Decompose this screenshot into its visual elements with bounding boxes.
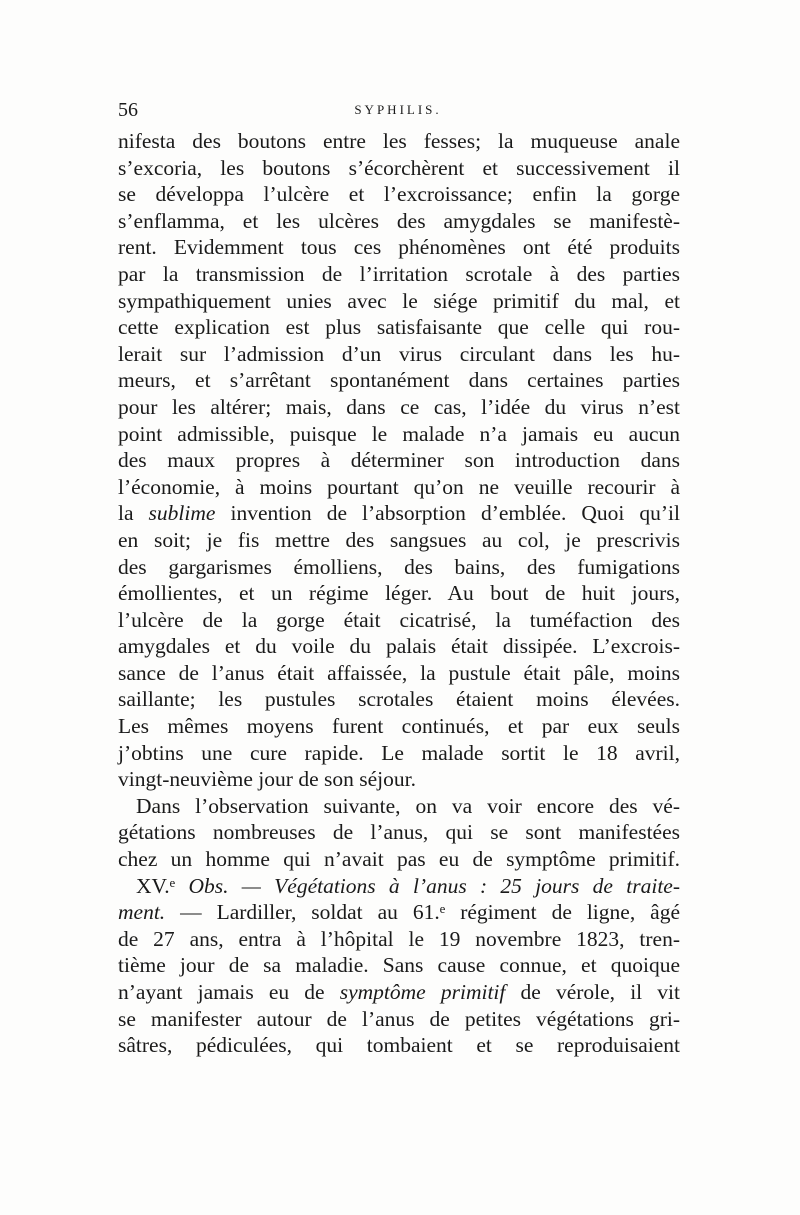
italic-text: symptôme primitif [339,980,506,1004]
italic-text: ment. [118,900,166,925]
text-line: l’économie, à moins pourtant qu’on ne veuille recourir à [118,474,680,499]
italic-text: sublime [148,501,216,526]
text-line: chez un homme qui n’avait pas eu de symptôme primitif. [118,847,680,872]
text-line [118,899,680,926]
text-line: vingt-neuvième jour de son séjour. [118,767,416,792]
page-number: 56 [118,99,138,121]
text-line: pour les altérer; mais, dans ce cas, l’idée du virus n’est [118,394,680,419]
text-line: sance de l’anus était affaissée, la pustule était pâle, moins [118,660,680,685]
text-line: se développa l’ulcère et l’excroissance; enfin la gorge [118,182,680,207]
text-line: point admissible, puisque le malade n’a jamais eu aucun [118,421,680,446]
text-line: par la transmission de l’irritation scrotale à des parties [118,261,680,286]
line-text: — Lardiller, soldat au 61.ᵉ régiment de ligne, âgé [165,900,680,925]
text-line [118,979,680,1006]
text-line: rent. Evidemment tous ces phénomènes ont été produits [118,235,680,260]
text-line: sympathiquement unies avec le siége primitif du mal, et [118,288,680,313]
text-line: Dans l’observation suivante, on va voir encore des vé- [136,793,680,818]
italic-text: Obs. — Végétations à l’anus : 25 jours de traite- [188,873,680,898]
text-line: émollientes, et un régime léger. Au bout de huit jours, [118,581,680,606]
text-line: saillante; les pustules scrotales étaient moins élevées. [118,687,680,712]
text-line: s’excoria, les boutons s’écorchèrent et successivement il [118,155,680,180]
text-line: l’ulcère de la gorge était cicatrisé, la tuméfaction des [118,607,680,632]
text-line: meurs, et s’arrêtant spontanément dans certaines parties [118,368,680,393]
text-line: des maux propres à déterminer son introduction dans [118,448,680,473]
line-text: la [118,501,149,526]
text-line: j’obtins une cure rapide. Le malade sortit le 18 avril, [118,740,680,765]
text-line: nifesta des boutons entre les fesses; la muqueuse anale [118,129,680,153]
line-text: n’ayant jamais eu de [118,980,340,1004]
line-text: de vérole, il vit [505,980,680,1004]
text-line: amygdales et du voile du palais était dissipée. L’excrois- [118,634,680,659]
running-title: SYPHILIS. [354,102,442,117]
text-line: de 27 ans, entra à l’hôpital le 19 novembre 1823, tren- [118,926,680,951]
text-line: tième jour de sa maladie. Sans cause connue, et quoique [118,953,680,978]
text-line [118,500,680,527]
page-header [118,98,678,122]
text-line: se manifester autour de l’anus de petites végétations gri- [118,1006,680,1031]
text-line: Les mêmes moyens furent continués, et par eux seuls [118,714,680,739]
line-text: invention de l’absorption d’emblée. Quoi qu’il [215,501,680,526]
text-line: lerait sur l’admission d’un virus circulant dans les hu- [118,341,680,366]
observation-heading [118,873,680,900]
text-line: s’enflamma, et les ulcères des amygdales se manifestè- [118,208,680,233]
text-line: des gargarismes émolliens, des bains, des fumigations [118,554,680,579]
text-line: sâtres, pédiculées, qui tombaient et se reproduisaient [118,1033,680,1058]
line-text: XV.ᵉ [136,873,189,898]
text-line: gétations nombreuses de l’anus, qui se sont manifestées [118,820,680,845]
body-text [118,128,680,1059]
text-line: cette explication est plus satisfaisante que celle qui rou- [118,315,680,340]
text-line: en soit; je fis mettre des sangsues au col, je prescrivis [118,527,680,552]
